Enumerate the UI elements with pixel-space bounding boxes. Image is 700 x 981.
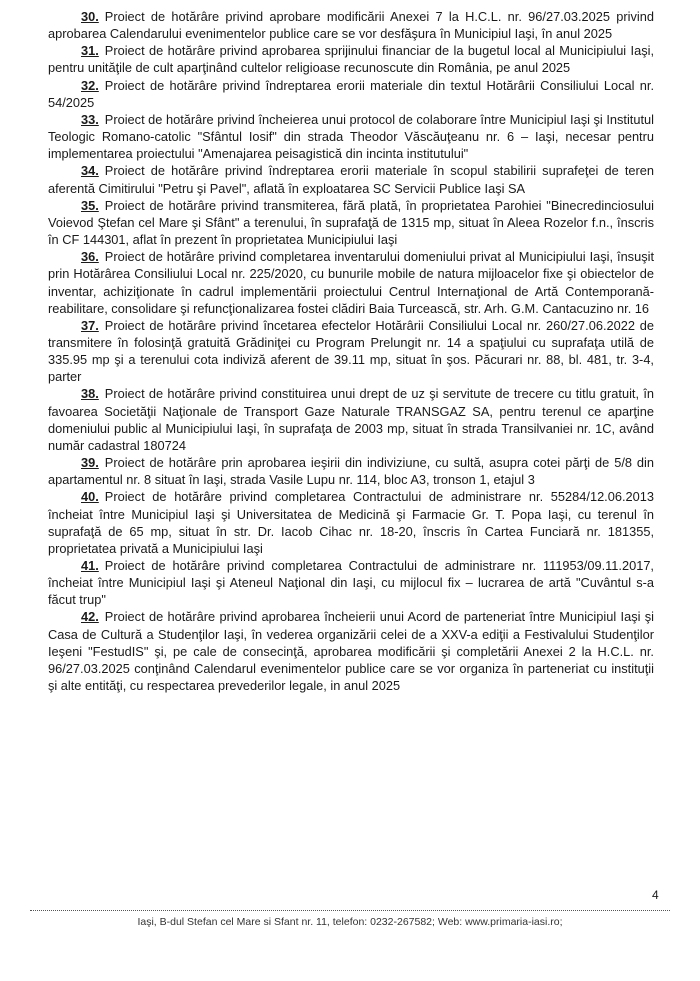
agenda-item — [48, 557, 654, 608]
agenda-item — [48, 111, 654, 162]
page-number: 4 — [652, 888, 659, 902]
item-number: 31. — [81, 43, 99, 59]
item-number: 34. — [81, 163, 99, 179]
agenda-item — [48, 8, 654, 42]
agenda-item — [48, 77, 654, 111]
item-number: 39. — [81, 455, 99, 471]
footer-address: Iaşi, B-dul Stefan cel Mare si Sfant nr. 11, telefon: 0232-267582; Web: www.primaria-iasi.ro; — [137, 916, 563, 928]
item-text: Proiect de hotărâre privind aprobarea încheierii unui Acord de parteneriat între Municipiul Iaşi şi Casa de Cultură a Studenţilor Iaşi, în vederea organizării celei de a XXV-a ediţii a Festivalului Studenţilor Ieşeni "FestudIS" şi, pe cale de consecinţă, aprobarea modificării şi completării Anexei 2 la H.C.L. nr. 96/27.03.2025 conţinând Calendarul evenimentelor publice care se vor organiza în parteneriat cu instituţii şi alte entităţi, cu respectarea prevederilor legale, in anul 2025 — [48, 609, 654, 694]
agenda-item — [48, 248, 654, 317]
item-number: 33. — [81, 111, 99, 127]
item-text: Proiect de hotărâre privind încetarea efectelor Hotărârii Consiliului Local nr. 260/27.06.2022 de transmitere în folosinţă gratuită Grădiniţei cu Program Prelungit nr. 14 a spaţiului cu suprafaţa utilă de 335.95 mp şi a terenului cota indiviză aferent de 39.11 mp, situat în şos. Păcurari nr. 88, bl. 481, tr. 3-4, parter — [48, 317, 654, 385]
item-number: 41. — [81, 558, 99, 573]
agenda-item — [48, 608, 654, 694]
item-text: Proiect de hotărâre privind constituirea unui drept de uz şi servitute de trecere cu titlu gratuit, în favoarea Societăţii Naţionale de Transport Gaze Naturale TRANSGAZ SA, pentru terenul ce aparţine domeniului public al Municipiului Iaşi, în suprafaţa de 2003 mp, situat în strada Transilvaniei nr. 1C, având număr cadastral 180724 — [48, 386, 654, 453]
item-number: 40. — [81, 489, 99, 505]
item-text: Proiect de hotărâre privind aprobarea sprijinului financiar de la bugetul local al Municipiului Iaşi, pentru unităţile de cult aparţinând cultelor religioase recunoscute din România, pe anul 2025 — [48, 43, 654, 76]
agenda-item — [48, 454, 654, 488]
item-number: 36. — [81, 249, 99, 265]
agenda-item — [48, 385, 654, 454]
agenda-item — [48, 488, 654, 557]
item-number: 42. — [81, 609, 99, 625]
agenda-item — [48, 42, 654, 76]
item-text: Proiect de hotărâre prin aprobarea ieşirii din indiviziune, cu sultă, asupra cotei părţi de 5/8 din apartamentul nr. 8 situat în Iaşi, strada Vasile Lupu nr. 114, bloc A3, tronson 1, etajul 3 — [48, 455, 654, 488]
item-text: Proiect de hotărâre privind îndreptarea erorii materiale în scopul stabilirii suprafeţei de teren aferentă Cimitirului "Petru şi Pavel", aflată în exploatarea SC Servicii Publice Iaşi SA — [48, 163, 654, 196]
item-text: Proiect de hotărâre privind încheierea unui protocol de colaborare între Municipiul Iaşi şi Institutul Teologic Romano-catolic "Sfântul Iosif" din strada Theodor Văscăuţeanu nr. 6 – Iaşi, necesar pentru implementarea proiectului "Amenajarea peisagistică din incinta institutului" — [48, 111, 654, 162]
item-text: Proiect de hotărâre privind îndreptarea erorii materiale din textul Hotărârii Consiliului Local nr. 54/2025 — [48, 77, 654, 110]
agenda-item — [48, 317, 654, 386]
item-number: 30. — [81, 9, 99, 24]
agenda-item — [48, 197, 654, 248]
item-text: Proiect de hotărâre privind transmiterea, fără plată, în proprietatea Parohiei "Binecredinciosului Voievod Ştefan cel Mare şi Sfânt" a terenului, în suprafaţă de 1315 mp, situat în Aleea Rozelor f.n., înscris în CF 144301, aflat în prezent în proprietatea Municipiului Iaşi — [48, 197, 654, 248]
agenda-item — [48, 162, 654, 196]
agenda-list — [48, 8, 654, 694]
footer-divider — [30, 910, 670, 911]
item-text: Proiect de hotărâre privind completarea inventarului domeniului privat al Municipiului Iaşi, însuşit prin Hotărârea Consiliului Local nr. 225/2020, cu bunurile mobile de natura mijloacelor fixe şi obiectelor de inventar, achiziţionate în cadrul implementării proiectului Centrul Internaţional de Artă Contemporană-reabilitare, consolidare şi refuncţionalizarea fostei clădiri Baia Turcească, str. Arh. G.M. Cantacuzino nr. 16 — [48, 249, 654, 316]
item-text: Proiect de hotărâre privind completarea Contractului de administrare nr. 55284/12.06.2013 încheiat între Municipiul Iaşi şi Universitatea de Medicină şi Farmacie Gr. T. Popa Iaşi, cu terenul în suprafaţă de 65 mp, situat în str. Dr. Iacob Cihac nr. 18-20, înscris în Cartea Funciară nr. 181355, proprietatea privată a Municipiului Iaşi — [48, 489, 654, 556]
item-number: 35. — [81, 197, 99, 213]
item-text: Proiect de hotărâre privind completarea Contractului de administrare nr. 111953/09.11.2017, încheiat între Municipiul Iaşi şi Ateneul Naţional din Iaşi, cu mijlocul fix – lucrarea de artă "Cuvântul s-a făcut trup" — [48, 558, 654, 608]
item-number: 37. — [81, 317, 99, 333]
item-number: 32. — [81, 77, 99, 93]
item-text: Proiect de hotărâre privind aprobare modificării Anexei 7 la H.C.L. nr. 96/27.03.2025 privind aprobarea Calendarului evenimentelor publice care se vor desfăşura în Municipiul Iaşi, în anul 2025 — [48, 9, 654, 42]
item-number: 38. — [81, 386, 99, 402]
